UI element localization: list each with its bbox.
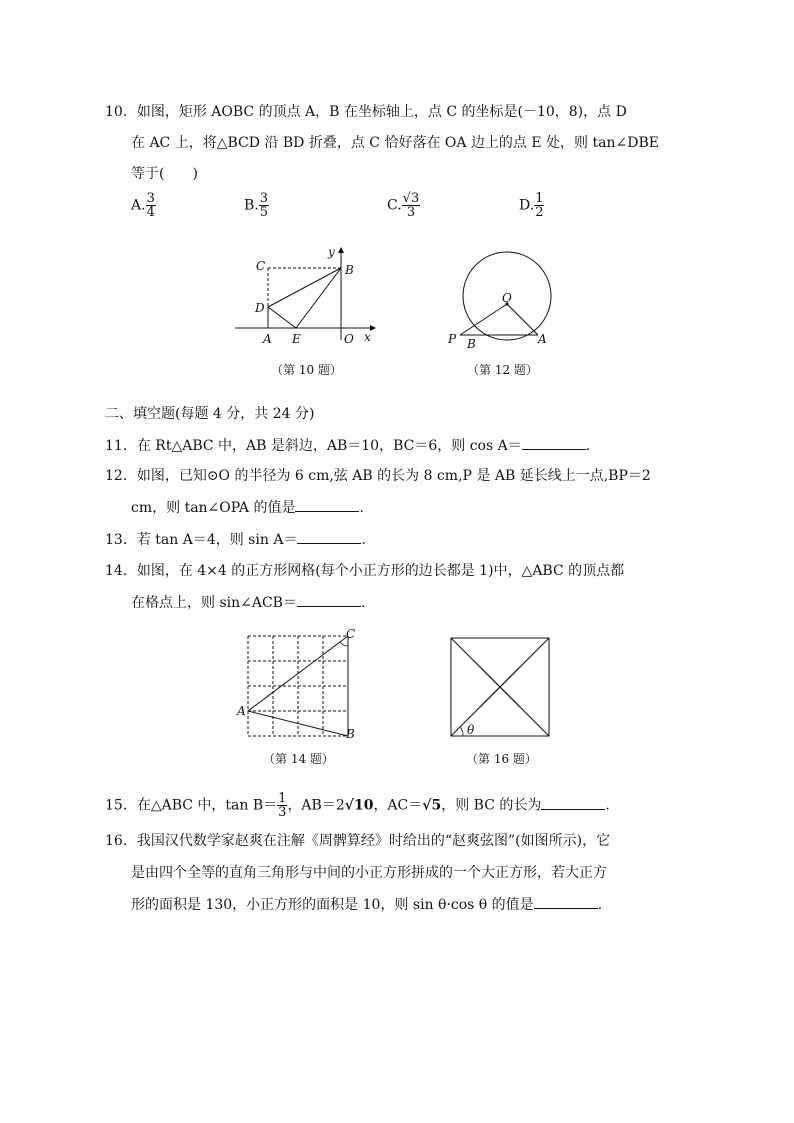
q15-answer-blank[interactable] bbox=[541, 795, 605, 810]
fig14-label-b: B bbox=[346, 727, 355, 741]
q15: 15．在△ABC 中，tan B＝ $\frac{1}{3}$ ，AB＝2√10，AC＝√5，则 BC 的长为 . bbox=[105, 791, 610, 820]
fig10-label-b: B bbox=[345, 263, 354, 277]
q11-number: 11． bbox=[105, 438, 137, 454]
fig10-label-e: E bbox=[292, 332, 301, 346]
option-c-fraction: $\frac{√3}{3}$ bbox=[402, 191, 420, 220]
q16-answer-blank[interactable] bbox=[534, 894, 598, 909]
figure-10 bbox=[230, 240, 390, 360]
fig10-label-y: y bbox=[328, 245, 335, 259]
q13-answer-blank[interactable] bbox=[297, 529, 361, 544]
q15-fraction: $\frac{1}{3}$ bbox=[278, 791, 287, 820]
q10-text-line3: 等于( ) bbox=[131, 166, 198, 182]
fig16-caption: （第 16 题） bbox=[466, 752, 537, 766]
q12-line2: cm，则 tan∠OPA 的值是 . bbox=[131, 497, 364, 518]
fig14-label-c: C bbox=[346, 627, 356, 641]
section-2-heading: 二、填空题(每题 4 分，共 24 分) bbox=[105, 406, 315, 422]
fig12-label-o: O bbox=[502, 291, 512, 305]
option-d-fraction: $\frac{1}{2}$ bbox=[535, 191, 544, 220]
q13: 13．若 tan A＝4，则 sin A＝ . bbox=[105, 529, 366, 550]
fig10-caption: （第 10 题） bbox=[271, 363, 342, 377]
fig10-label-o: O bbox=[344, 332, 354, 346]
q11: 11．在 Rt△ABC 中，AB 是斜边，AB＝10，BC＝6，则 cos A＝ . bbox=[105, 435, 590, 456]
q10-option-c bbox=[387, 192, 420, 219]
fig14-grid bbox=[248, 636, 348, 736]
q10-text-line1: 如图，矩形 AOBC 的顶点 A，B 在坐标轴上，点 C 的坐标是(－10，8)，点 D bbox=[136, 104, 627, 120]
option-d-label: D. bbox=[519, 197, 535, 214]
fig10-edge-de bbox=[268, 307, 296, 328]
option-a-label: A. bbox=[131, 197, 146, 214]
option-b-label: B. bbox=[244, 197, 259, 214]
q15-text-pre: 在△ABC 中，tan B＝ bbox=[136, 797, 278, 814]
q16-text-line3: 形的面积是 130，小正方形的面积是 10，则 sin θ·cos θ 的值是 bbox=[131, 897, 534, 913]
q14-line1 bbox=[105, 561, 624, 581]
q15-sqrt-10: √10 bbox=[344, 797, 374, 814]
fig12-label-a: A bbox=[538, 332, 547, 346]
option-c-label: C. bbox=[387, 197, 402, 214]
fig10-edge-eb bbox=[296, 268, 341, 328]
q10-option-b bbox=[244, 192, 269, 219]
fig12-label-b: B bbox=[467, 337, 476, 351]
q16-text-line2: 是由四个全等的直角三角形与中间的小正方形拼成的一个大正方形，若大正方 bbox=[131, 865, 607, 881]
q10-option-d bbox=[519, 192, 544, 219]
q16-line3: 形的面积是 130，小正方形的面积是 10，则 sin θ·cos θ 的值是 . bbox=[131, 894, 602, 915]
fig16-angle-mark bbox=[460, 727, 463, 736]
fig10-edge-db bbox=[268, 268, 341, 307]
q14-text-line1: 如图，在 4×4 的正方形网格(每个小正方形的边长都是 1)中，△ABC 的顶点都 bbox=[136, 563, 625, 579]
q12-number: 12． bbox=[105, 468, 137, 484]
q12-answer-blank[interactable] bbox=[295, 497, 359, 512]
q13-text: 若 tan A＝4，则 sin A＝ bbox=[136, 532, 298, 548]
q12-text-line2: cm，则 tan∠OPA 的值是 bbox=[131, 500, 296, 516]
option-a-fraction: $\frac{3}{4}$ bbox=[146, 191, 155, 220]
fig12-label-p: P bbox=[448, 332, 457, 346]
fig16-line-3 bbox=[480, 667, 549, 736]
q11-text: 在 Rt△ABC 中，AB 是斜边，AB＝10，BC＝6，则 cos A＝ bbox=[136, 438, 522, 454]
q14-answer-blank[interactable] bbox=[297, 592, 361, 607]
fig10-y-arrow-icon bbox=[338, 247, 344, 253]
q11-answer-blank[interactable] bbox=[522, 435, 586, 450]
q12-line1 bbox=[105, 466, 651, 486]
fig14-angle-mark bbox=[340, 642, 348, 646]
q16-number: 16． bbox=[105, 833, 137, 849]
fig16-label-theta: θ bbox=[467, 723, 475, 737]
q14-text-line2: 在格点上，则 sin∠ACB＝ bbox=[131, 595, 297, 611]
q10-option-a bbox=[131, 192, 156, 219]
figure-12 bbox=[440, 236, 570, 354]
fig16-line-4 bbox=[451, 667, 520, 736]
q16-text-line1: 我国汉代数学家赵爽在注解《周髀算经》时给出的“赵爽弦图”(如图所示)，它 bbox=[136, 833, 611, 849]
fig12-line-oa bbox=[507, 304, 538, 335]
q14-number: 14． bbox=[105, 563, 137, 579]
fig10-label-a: A bbox=[263, 332, 272, 346]
q13-number: 13． bbox=[105, 532, 137, 548]
q14-line2: 在格点上，则 sin∠ACB＝ . bbox=[131, 592, 365, 613]
fig14-caption: （第 14 题） bbox=[263, 752, 334, 766]
fig10-label-c: C bbox=[256, 259, 266, 273]
q15-sqrt-5: √5 bbox=[422, 797, 442, 814]
fig10-x-arrow-icon bbox=[370, 325, 376, 331]
figure-14 bbox=[232, 626, 360, 744]
fig10-label-d: D bbox=[255, 301, 265, 315]
fig14-label-a: A bbox=[237, 704, 246, 718]
q10-number: 10． bbox=[105, 104, 137, 120]
fig12-caption: （第 12 题） bbox=[467, 363, 538, 377]
q10-text-line2: 在 AC 上，将△BCD 沿 BD 折叠，点 C 恰好落在 OA 边上的点 E 处，则 tan∠DBE bbox=[131, 135, 659, 151]
figure-16 bbox=[445, 632, 557, 744]
q15-number: 15． bbox=[105, 797, 137, 814]
fig10-label-x: x bbox=[364, 330, 371, 344]
option-b-fraction: $\frac{3}{5}$ bbox=[259, 191, 269, 220]
fig12-line-po bbox=[460, 304, 507, 335]
q16-line1 bbox=[105, 831, 610, 851]
q10-line1 bbox=[105, 102, 627, 122]
q12-text-line1: 如图，已知⊙O 的半径为 6 cm,弦 AB 的长为 8 cm,P 是 AB 延长线上一点,BP＝2 bbox=[136, 468, 651, 484]
